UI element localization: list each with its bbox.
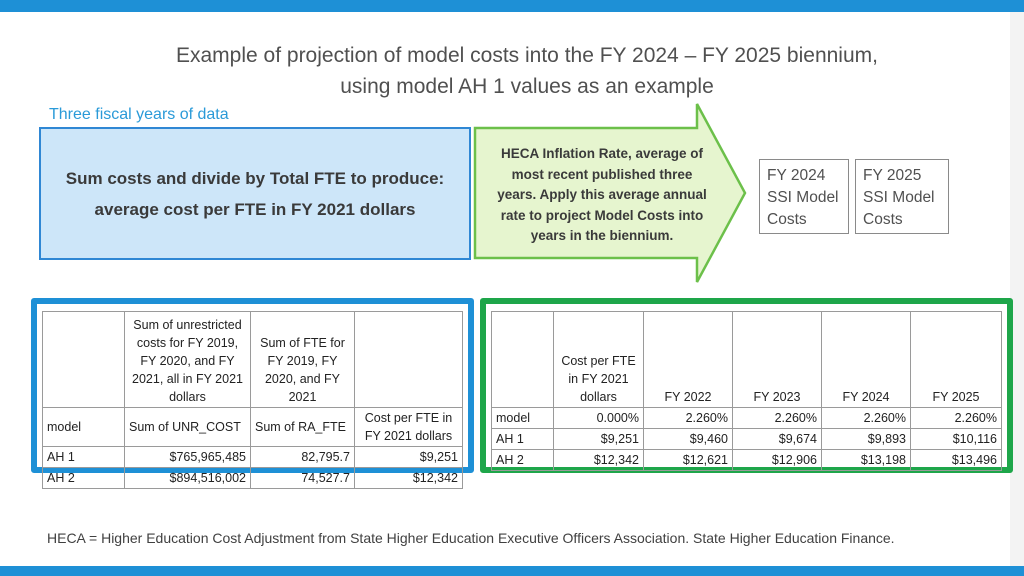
table-cell: $9,674	[733, 429, 822, 450]
fy-box-line: FY 2025	[863, 167, 922, 184]
subheader-cell: Sum of RA_FTE	[251, 408, 355, 447]
rate-cell: 0.000%	[554, 408, 644, 429]
projection-table-viewport	[491, 311, 1003, 467]
table-row	[492, 429, 1002, 450]
sum-costs-box	[39, 127, 471, 260]
table-cell: $12,906	[733, 450, 822, 471]
table-row	[43, 447, 463, 468]
table-cell: $12,342	[554, 450, 644, 471]
fy-box-line: SSI Model	[863, 189, 935, 206]
slide-title	[100, 40, 954, 102]
table-cell: AH 1	[492, 429, 554, 450]
header-cell	[43, 312, 125, 408]
fy-box-line: Costs	[863, 211, 903, 228]
table-subheader-row	[492, 408, 1002, 429]
header-cell	[492, 312, 554, 408]
table-cell: $12,621	[644, 450, 733, 471]
right-edge-strip	[1010, 12, 1024, 566]
arrow-text-line: HECA Inflation Rate, average of	[500, 146, 704, 161]
header-cell-fy2024: FY 2024	[822, 312, 911, 408]
table-cell: $9,251	[554, 429, 644, 450]
arrow-text-line: rate to project Model Costs into	[500, 207, 704, 223]
base-cost-table-viewport	[42, 311, 464, 485]
fy2025-model-costs-box	[855, 159, 949, 234]
sum-costs-line-2: average cost per FTE in FY 2021 dollars	[94, 199, 416, 219]
header-cell-fy2023: FY 2023	[733, 312, 822, 408]
table-cell: $10,116	[911, 429, 1002, 450]
bottom-accent-band	[0, 566, 1024, 576]
subheader-cell: Sum of UNR_COST	[125, 408, 251, 447]
fy-box-line: FY 2024	[767, 167, 826, 184]
arrow-text-line: years in the biennium.	[530, 228, 674, 243]
rate-cell: 2.260%	[733, 408, 822, 429]
header-cell-fte: Sum of FTE for FY 2019, FY 2020, and FY 2021	[251, 312, 355, 408]
header-cell-cost-per-fte: Cost per FTE in FY 2021 dollars	[554, 312, 644, 408]
table-header-row	[492, 312, 1002, 408]
table-cell: $13,496	[911, 450, 1002, 471]
table-cell: $894,516,002	[125, 468, 251, 489]
table-cell: $9,251	[355, 447, 463, 468]
subheader-cell: model	[492, 408, 554, 429]
arrow-text-line: years. Apply this average annual	[497, 187, 707, 202]
rate-cell: 2.260%	[911, 408, 1002, 429]
section-label: Three fiscal years of data	[49, 106, 229, 123]
heca-footnote: HECA = Higher Education Cost Adjustment from State Higher Education Executive Officers Association. State Higher Education Finance.	[47, 530, 895, 546]
table-cell: $12,342	[355, 468, 463, 489]
projection-table	[491, 311, 1002, 471]
table-row	[492, 450, 1002, 471]
header-cell-unrestricted-costs: Sum of unrestricted costs for FY 2019, FY 2020, and FY 2021, all in FY 2021 dollars	[125, 312, 251, 408]
subheader-cell: Cost per FTE in FY 2021 dollars	[355, 408, 463, 447]
table-cell: $13,198	[822, 450, 911, 471]
header-cell	[355, 312, 463, 408]
table-cell: AH 2	[43, 468, 125, 489]
slide-title-line-2: using model AH 1 values as an example	[340, 75, 714, 98]
arrow-text-line: most recent published three	[511, 166, 693, 182]
inflation-arrow-text	[484, 144, 720, 247]
subheader-cell: model	[43, 408, 125, 447]
rate-cell: 2.260%	[822, 408, 911, 429]
fy2024-model-costs-box	[759, 159, 849, 234]
table-row	[43, 468, 463, 489]
table-cell: AH 2	[492, 450, 554, 471]
top-accent-band	[0, 0, 1024, 12]
header-cell-fy2022: FY 2022	[644, 312, 733, 408]
table-header-row	[43, 312, 463, 408]
table-cell: AH 1	[43, 447, 125, 468]
table-cell: $9,460	[644, 429, 733, 450]
slide-title-line-1: Example of projection of model costs into the FY 2024 – FY 2025 biennium,	[176, 44, 878, 67]
fy-box-line: SSI Model	[767, 189, 839, 206]
fy-box-line: Costs	[767, 211, 807, 228]
table-subheader-row	[43, 408, 463, 447]
table-cell: 82,795.7	[251, 447, 355, 468]
sum-costs-line-1: Sum costs and divide by Total FTE to produce:	[65, 168, 445, 188]
table-cell: 74,527.7	[251, 468, 355, 489]
rate-cell: 2.260%	[644, 408, 733, 429]
base-cost-table	[42, 311, 463, 489]
table-cell: $9,893	[822, 429, 911, 450]
table-cell: $765,965,485	[125, 447, 251, 468]
header-cell-fy2025: FY 2025	[911, 312, 1002, 408]
